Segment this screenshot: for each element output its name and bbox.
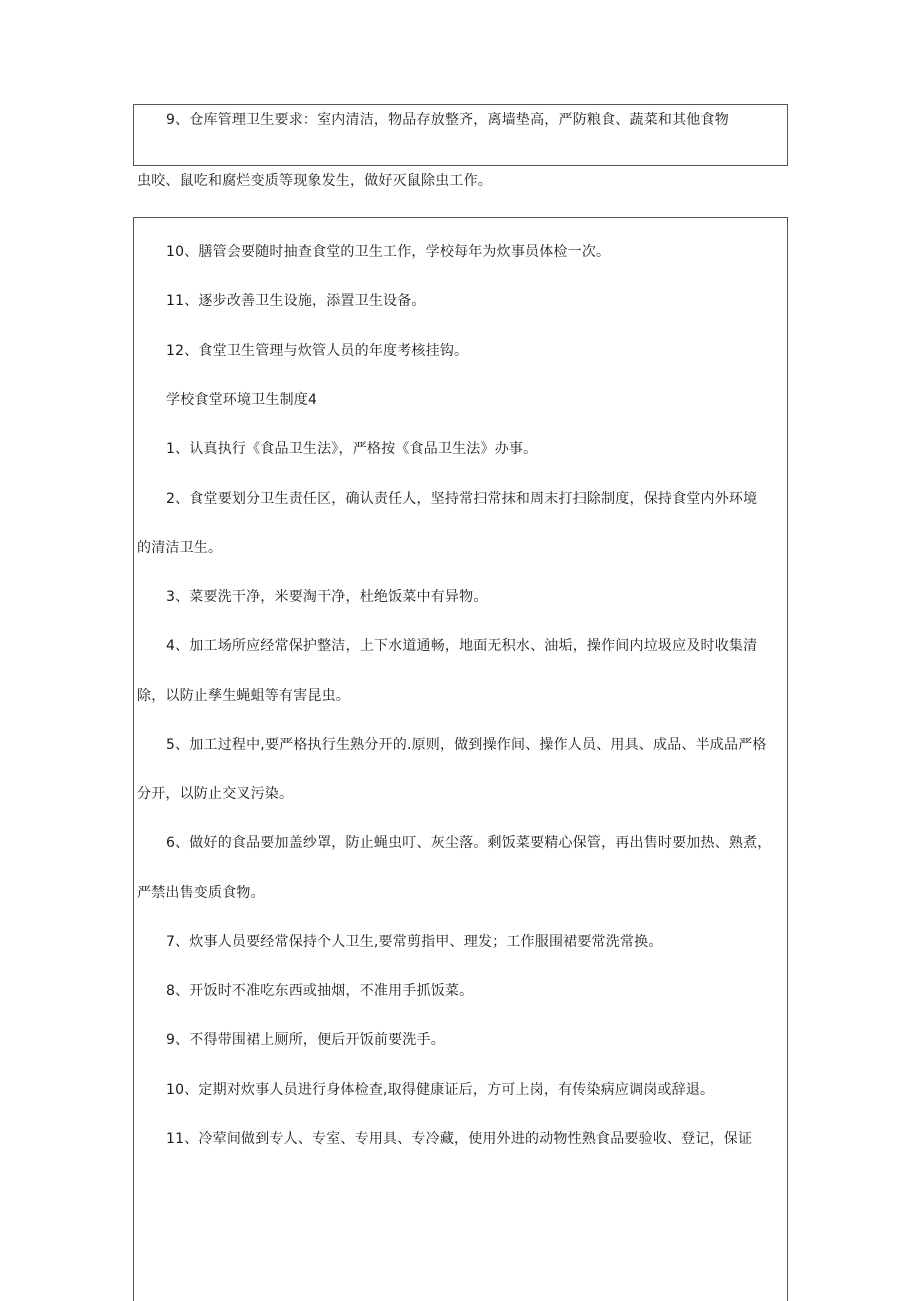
paragraph-line: 的清洁卫生。: [137, 540, 223, 556]
paragraph-line: 5、加工过程中,要严格执行生熟分开的.原则，做到操作间、操作人员、用具、成品、半成品严格: [166, 737, 767, 753]
paragraph-line: 除，以防止孳生蝇蛆等有害昆虫。: [137, 688, 350, 704]
paragraph-line: 6、做好的食品要加盖纱罩，防止蝇虫叮、灰尘落。剩饭菜要精心保管，再出售时要加热、熟煮，: [166, 835, 772, 851]
paragraph-line: 7、炊事人员要经常保持个人卫生,要常剪指甲、理发；工作服围裙要常洗常换。: [166, 934, 663, 950]
paragraph-line: 2、食堂要划分卫生责任区，确认责任人，坚持常扫常抹和周末打扫除制度，保持食堂内外环境: [166, 491, 758, 507]
paragraph-line: 严禁出售变质食物。: [137, 885, 265, 901]
paragraph-line: 10、膳管会要随时抽查食堂的卫生工作，学校每年为炊事员体检一次。: [166, 244, 611, 260]
section-heading: 学校食堂环境卫生制度4: [166, 392, 318, 408]
paragraph-line: 8、开饭时不准吃东西或抽烟，不准用手抓饭菜。: [166, 983, 474, 999]
paragraph-line: 1、认真执行《食品卫生法》，严格按《食品卫生法》办事。: [166, 441, 538, 457]
paragraph-line: 12、食堂卫生管理与炊管人员的年度考核挂钩。: [166, 343, 469, 359]
paragraph-line: 4、加工场所应经常保护整洁，上下水道通畅，地面无积水、油垢，操作间内垃圾应及时收集清: [166, 638, 758, 654]
paragraph-line: 3、菜要洗干净，米要淘干净，杜绝饭菜中有异物。: [166, 589, 488, 605]
paragraph-line: 11、冷荤间做到专人、专室、专用具、专冷藏，使用外进的动物性熟食品要验收、登记，保证: [166, 1131, 753, 1147]
paragraph-line: 分开，以防止交叉污染。: [137, 786, 294, 802]
paragraph-line: 虫咬、鼠吃和腐烂变质等现象发生，做好灭鼠除虫工作。: [137, 173, 492, 189]
paragraph-line: 9、仓库管理卫生要求：室内清洁，物品存放整齐，离墙垫高，严防粮食、蔬菜和其他食物: [166, 112, 729, 128]
paragraph-line: 11、逐步改善卫生设施，添置卫生设备。: [166, 293, 426, 309]
paragraph-line: 10、定期对炊事人员进行身体检查,取得健康证后，方可上岗，有传染病应调岗或辞退。: [166, 1082, 715, 1098]
paragraph-line: 9、不得带围裙上厕所，便后开饭前要洗手。: [166, 1032, 445, 1048]
